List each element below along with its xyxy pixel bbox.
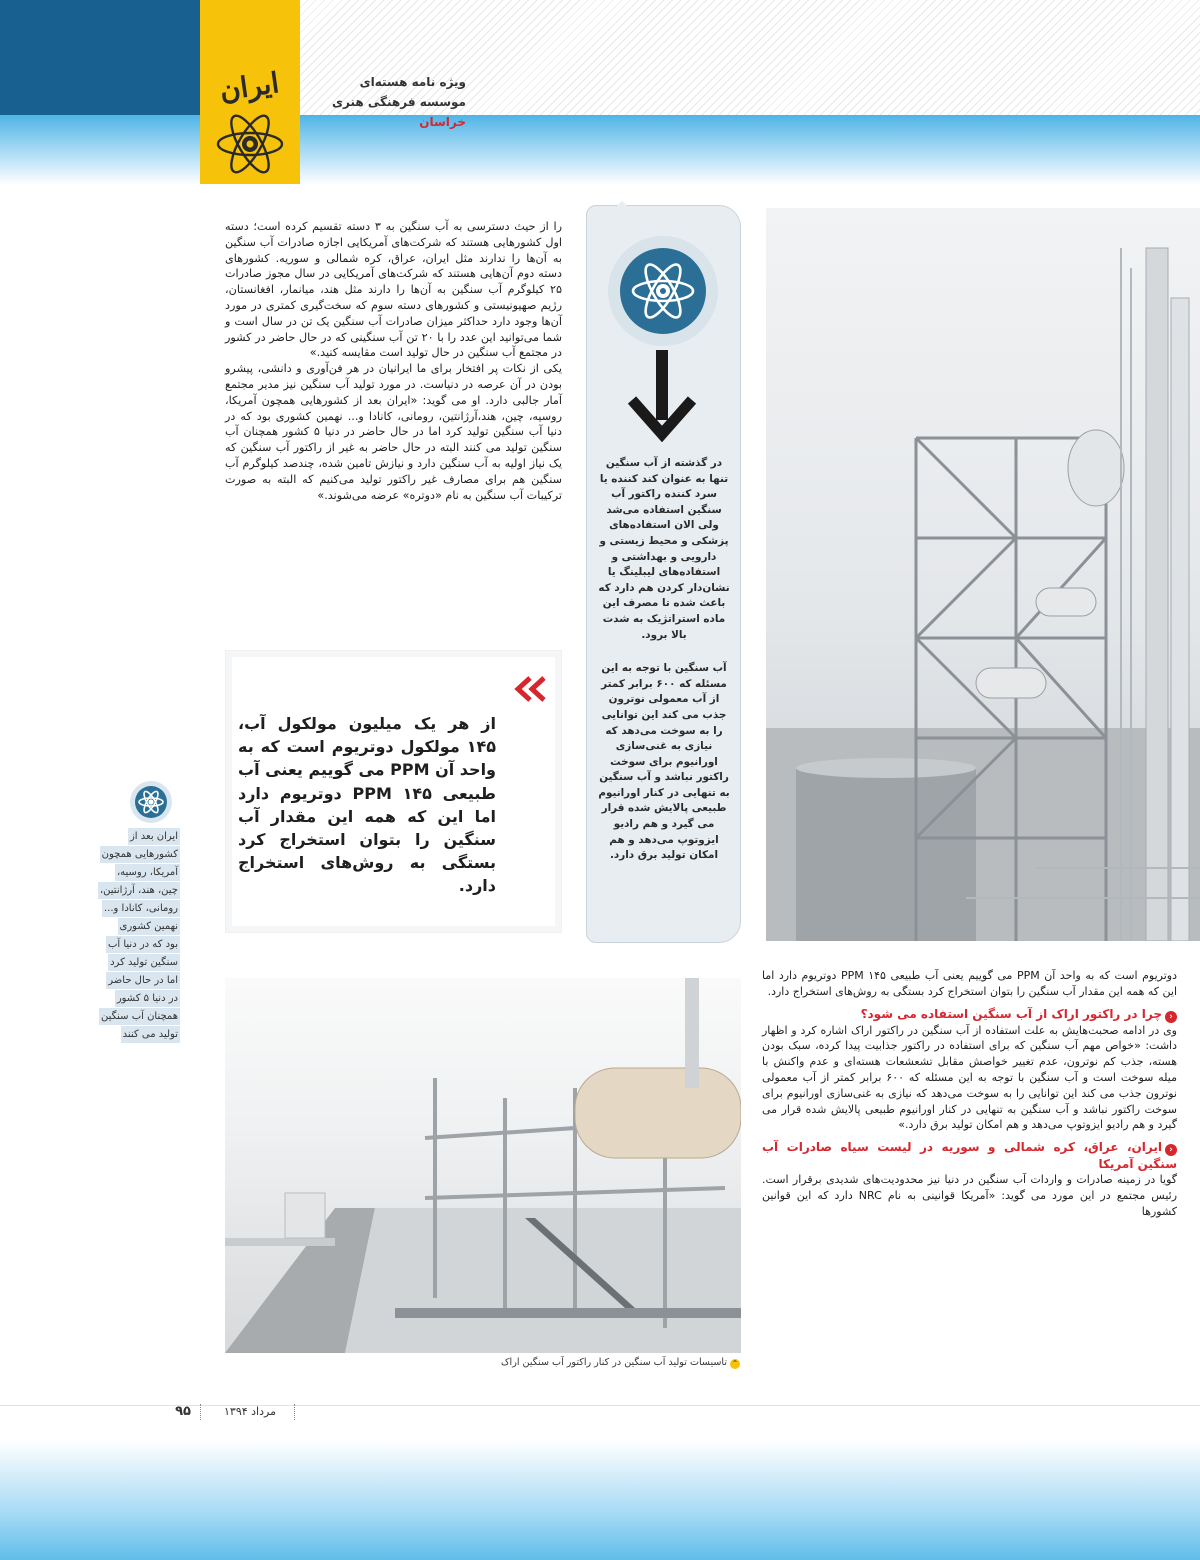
article-column-top <box>225 219 562 503</box>
side-note-line: در دنیا ۵ کشور <box>115 990 180 1007</box>
article-paragraph: وی در ادامه صحبت‌هایش به علت استفاده از آب سنگین در راکتور اراک اشاره کرد و اظهار داشت: «خواص مهم آب سنگین که برای استفاده در راکتور جذابیت پیدا کرده، سبک بودن هسته، جذب کم نوترون، عدم تغییر خواصش مقابل تشعشعات هسته‌ای و عدم واکنش با میله سوخت است و آب سنگین با توجه به این مسئله که ۶۰۰ برابر کمتر از آب معمولی نوترون جذب می کند این توانایی را به سوخت می‌دهد که نیازی به غنی‌سازی اورانیوم برای سوخت راکتور نباشد و آب سنگین به تنهایی در کنار اورانیوم طبیعی پالایش شده قرار می گیرد و هم رادیو ایزوتوپ می‌دهد و هم امکان تولید برق دارد.» <box>762 1023 1177 1132</box>
issue-date: مرداد ۱۳۹۴ <box>224 1405 276 1418</box>
page-number: ۹۵ <box>175 1404 191 1419</box>
photo-caption <box>420 1356 740 1370</box>
subheading <box>762 1006 1177 1023</box>
article-intro: دوتریوم است که به واحد آن PPM می گوییم یعنی آب طبیعی ۱۴۵ PPM دوتریوم دارد اما این که همه این مقدار آب سنگین را بتوان استخراج کرد بستگی به روش‌های استخراج دارد. <box>762 969 1177 998</box>
side-note-line: بود که در دنیا آب <box>106 936 180 953</box>
header-title-prefix: موسسه فرهنگی هنری <box>332 95 466 109</box>
subheading <box>762 1139 1177 1172</box>
callout-tab <box>612 201 632 211</box>
side-note-line: چین، هند، آرژانتین، <box>98 882 180 899</box>
callout-paragraph: در گذشته از آب سنگین تنها به عنوان کند کننده یا سرد کننده راکتور آب سنگین استفاده می‌شد ولی الان استفاده‌های پزشکی و محیط زیستی و دارویی و بهداشتی و استفاده‌های لیبلینگ یا نشان‌دار کردن هم دارد که باعث شده تا مصرف این ماده استراتژیک به شدت بالا برود. <box>598 457 730 641</box>
callout-paragraph: آب سنگین با توجه به این مسئله که ۶۰۰ برابر کمتر از آب معمولی نوترون جذب می کند این توانایی را به سوخت می‌دهد که نیازی به غنی‌سازی اورانیوم برای سوخت راکتور نباشد و آب سنگین به تنهایی در کنار اورانیوم طبیعی پالایش شده قرار می گیرد و هم رادیو ایزوتوپ می‌دهد و هم امکان تولید برق دارد. <box>598 662 730 862</box>
header-title-brand: خراسان <box>419 115 466 129</box>
footer-separator <box>294 1404 296 1420</box>
side-note-line: ایران بعد از <box>128 828 180 845</box>
pull-quote-text: از هر یک میلیون مولکول آب، ۱۴۵ مولکول دوتریوم است که به واحد آن PPM می گوییم یعنی آب طبیعی ۱۴۵ PPM دوتریوم دارد اما این که همه این مقدار آب سنگین را بتوان استخراج کرد بستگی به روش‌های استخراج دارد. <box>238 714 497 896</box>
plant-illustration <box>766 208 1200 941</box>
caption-arrow-icon: ‹ <box>1165 1144 1177 1156</box>
footer-separator <box>200 1404 202 1420</box>
header-title-line1: ویژه نامه هسته‌ای <box>359 75 466 89</box>
side-note <box>86 828 180 1044</box>
plant-photo-large <box>766 208 1200 941</box>
side-note-line: نهمین کشوری <box>118 918 181 935</box>
article-paragraph: یکی از نکات پر افتخار برای ما ایرانیان در هر فن‌آوری و دانشی، پیشرو بودن در آن عرصه در دنیاست. در مورد تولید آب سنگین نیز مدیر مجتمع آمار جالبی دارد. او می گوید: «ایران بعد از کشورهایی همچون آمریکا، روسیه، چین، هند،آرژانتین، رومانی، کانادا و... نهمین کشوری بود که در دنیا آب سنگین تولید کرد اما در حال حاضر در دنیا ۵ کشور همچنان آب سنگین تولید می کنند البته در حال حاضر به غیر از راکتور آب سنگین که یک نیاز اولیه به آب سنگین دارد و نیازش تامین شده، چندصد کیلوگرم آب سنگین هم برای مصارف غیر راکتور تولید می‌کنیم که البته به صورت ترکیبات آب سنگین به نام «دوتره» عرضه می‌شوند.» <box>225 362 562 502</box>
side-note-line: اما در حال حاضر <box>106 972 180 989</box>
side-note-line: سنگین تولید کرد <box>108 954 180 971</box>
header-blue-block <box>0 0 200 115</box>
plant-photo-small <box>225 978 741 1353</box>
atom-icon <box>213 110 287 178</box>
footer-sky-band <box>0 1440 1200 1560</box>
facility-illustration <box>225 978 741 1353</box>
header-title <box>306 72 466 132</box>
magazine-logo: ایران <box>217 66 282 108</box>
photo-caption-text: تاسیسات تولید آب سنگین در کنار راکتور آب سنگین اراک <box>500 1357 727 1368</box>
article-paragraph: را از حیث دسترسی به آب سنگین به ۳ دسته تقسیم کرده است؛ دسته اول کشورهایی هستند که شرکت‌های آمریکایی اجازه صادرات آب سنگین به آن‌ها را ندارند مثل ایران، عراق، کره شمالی و سوریه. کشورهای دسته دوم آن‌هایی هستند که شرکت‌های آمریکایی در سال مجوز صادرات ۲۵ کیلوگرم آب سنگین به آن‌ها را دارند مثل هند، میانمار، افغانستان، رژیم صهیونیستی و کشورهای دسته سوم که سخت‌گیری کمتری در مورد آن‌ها وجود دارد حداکثر میزان صادرات آب سنگین یک تن در سال است و شما می‌توانید این عدد را با ۲۰ تن آب سنگینی که در حال حاضر در کشور در مجتمع آب سنگین در حال تولید است مقایسه کنید.» <box>225 220 562 360</box>
subheading-text: ایران، عراق، کره شمالی و سوریه در لیست سیاه صادرات آب سنگین آمریکا <box>762 1140 1177 1172</box>
atom-icon <box>620 248 706 334</box>
side-note-line: کشورهایی همچون <box>100 846 180 863</box>
side-note-line: آمریکا، روسیه، <box>115 864 180 881</box>
header-title-line2 <box>306 92 466 132</box>
header-sky-band <box>0 115 1200 185</box>
side-note-line: تولید می کنند <box>121 1026 180 1043</box>
chevron-left-icon <box>510 676 550 702</box>
side-note-line: رومانی، کانادا و... <box>102 900 180 917</box>
atom-icon <box>129 780 173 824</box>
side-note-line: همچنان آب سنگین <box>99 1008 180 1025</box>
caption-arrow-icon: ⌃ <box>731 1359 739 1368</box>
article-paragraph: گویا در زمینه صادرات و واردات آب سنگین در دنیا نیز محدودیت‌های شدیدی برقرار است. رئیس مجتمع در این مورد می گوید: «آمریکا قوانینی به نام NRC دارد که این قوانین کشورها <box>762 1173 1178 1218</box>
down-arrow-icon <box>626 350 698 442</box>
subheading-text: چرا در راکتور اراک از آب سنگین استفاده می شود؟ <box>860 1006 1162 1021</box>
callout-text <box>596 456 732 864</box>
article-column-right <box>762 968 1177 1220</box>
caption-arrow-icon: ‹ <box>1165 1011 1177 1023</box>
